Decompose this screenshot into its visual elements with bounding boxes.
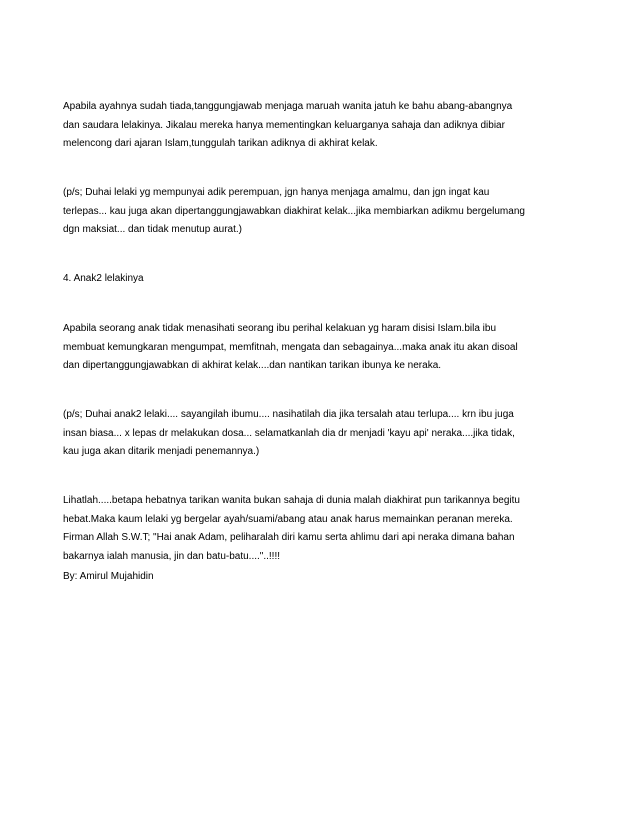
text-line: insan biasa... x lepas dr melakukan dosa... selamatkanlah dia dr menjadi 'kayu api' neraka....jika tidak, (63, 427, 515, 439)
text-line: terlepas... kau juga akan dipertanggungjawabkan diakhirat kelak...jika membiarkan adikmu bergelumang (63, 205, 525, 217)
paragraph-son-responsibility (63, 320, 575, 376)
author-line: By: Amirul Mujahidin (63, 571, 154, 582)
author-signature (63, 568, 575, 587)
text-line: dan dipertanggungjawabkan di akhirat kelak....dan nantikan tarikan ibunya ke neraka. (63, 360, 442, 371)
text-line: bakarnya ialah manusia, jin dan batu-batu...."..!!!! (63, 550, 281, 562)
text-line: melencong dari ajaran Islam,tunggulah tarikan adiknya di akhirat kelak. (63, 138, 378, 149)
text-line: Lihatlah.....betapa hebatnya tarikan wanita bukan sahaja di dunia malah diakhirat pun tarikannya begitu (63, 495, 520, 506)
text-line: Apabila seorang anak tidak menasihati seorang ibu perihal kelakuan yg haram disisi Islam.bila ibu (63, 323, 497, 334)
paragraph-conclusion (63, 492, 575, 566)
text-line: (p/s; Duhai anak2 lelaki.... sayangilah ibumu.... nasihatilah dia jika tersalah atau terlupa.... krn ibu juga (63, 409, 514, 420)
text-line: dgn maksiat... dan tidak menutup aurat.) (63, 224, 242, 235)
section-heading-sons (63, 270, 575, 289)
text-line: dan saudara lelakinya. Jikalau mereka hanya mementingkan keluarganya sahaja dan adiknya dibiar (63, 119, 505, 131)
paragraph-ps-brothers (63, 184, 575, 240)
text-line: (p/s; Duhai lelaki yg mempunyai adik perempuan, jgn hanya menjaga amalmu, dan jgn ingat kau (63, 187, 490, 198)
paragraph-ps-sons (63, 406, 575, 462)
text-line: Apabila ayahnya sudah tiada,tanggungjawab menjaga maruah wanita jatuh ke bahu abang-abangnya (63, 101, 513, 112)
text-line: membuat kemungkaran mengumpat, memfitnah, mengata dan sebagainya...maka anak itu akan disoal (63, 341, 518, 353)
text-line: hebat.Maka kaum lelaki yg bergelar ayah/suami/abang atau anak harus memainkan peranan mereka. (63, 513, 513, 525)
paragraph-father-responsibility (63, 98, 575, 154)
heading-line: 4. Anak2 lelakinya (63, 273, 144, 284)
text-line: kau juga akan ditarik menjadi penemannya.) (63, 446, 260, 457)
text-line: Firman Allah S.W.T; "Hai anak Adam, peliharalah diri kamu serta ahlimu dari api neraka dimana bahan (63, 532, 515, 543)
